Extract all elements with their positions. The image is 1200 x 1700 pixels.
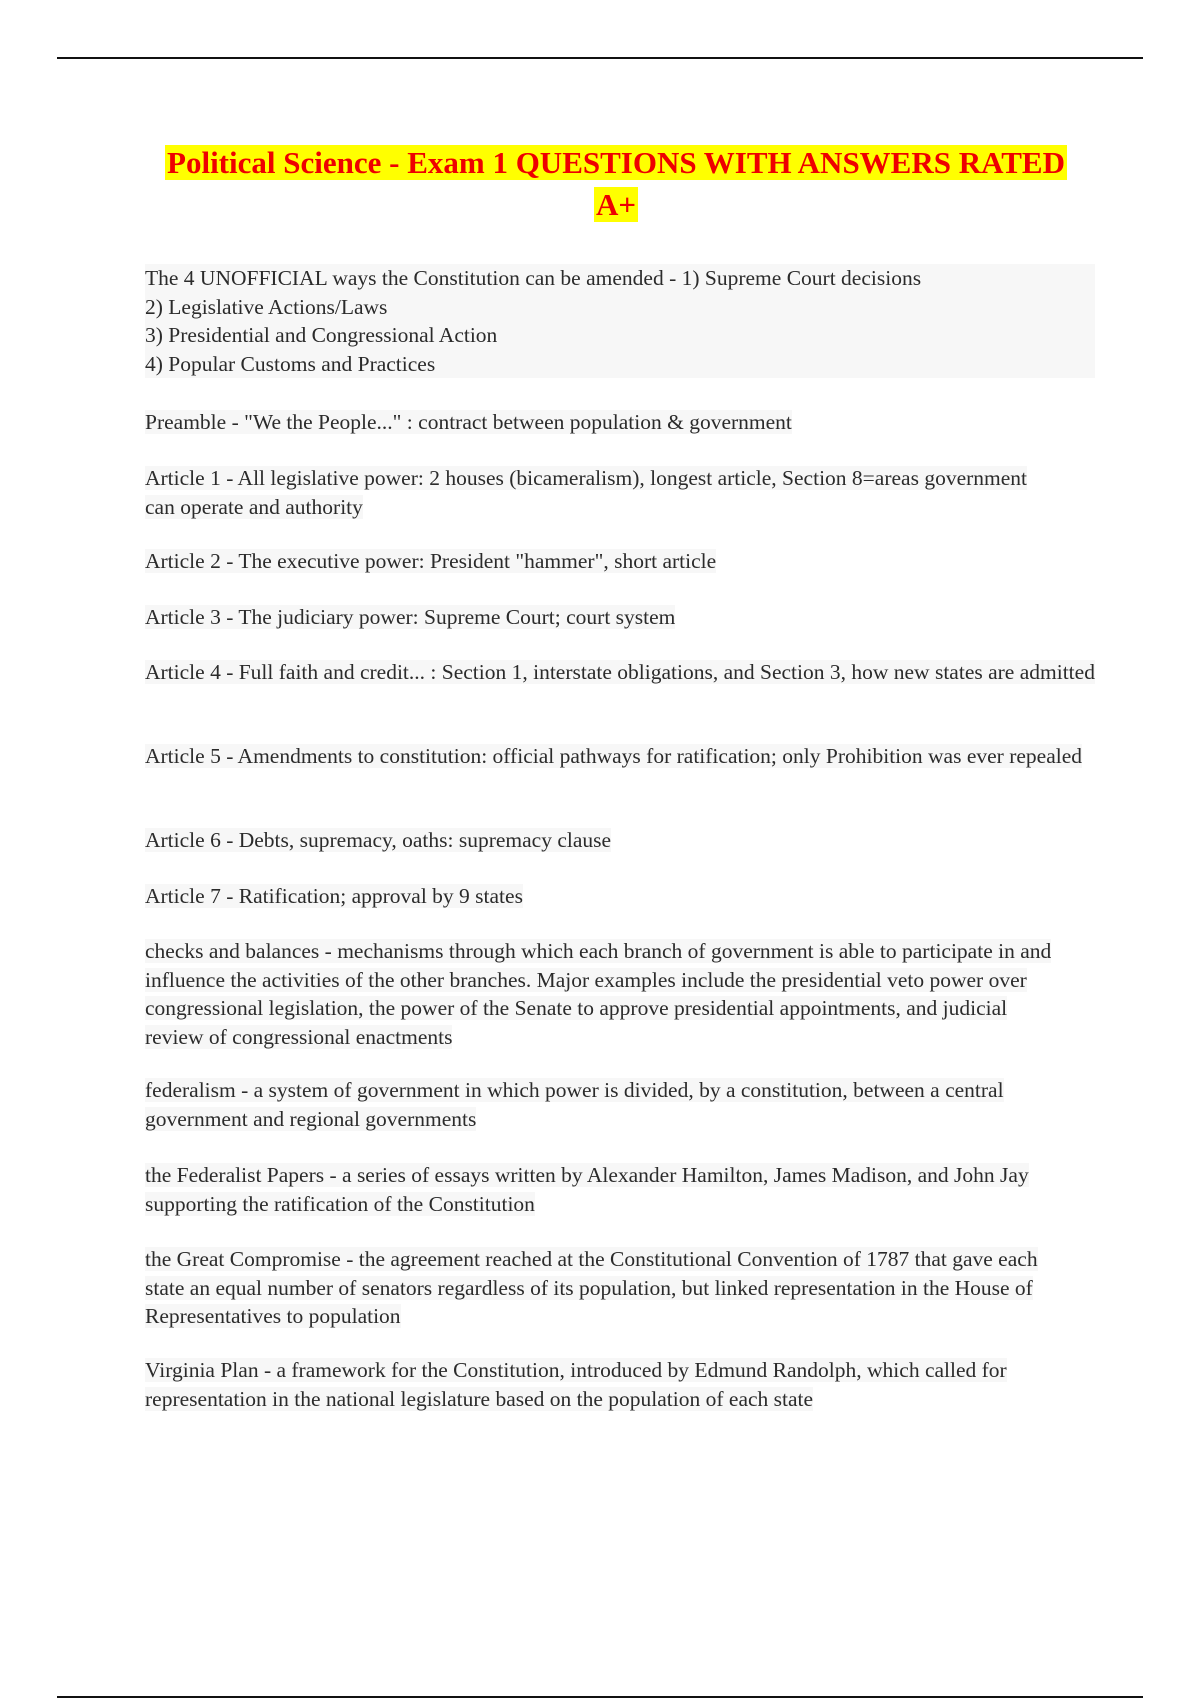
entry-line: 4) Popular Customs and Practices bbox=[145, 350, 1095, 379]
entry-article-1: Article 1 - All legislative power: 2 houses (bicameralism), longest article, Section 8=areas government can operate and authority bbox=[145, 466, 1028, 519]
entry-article-4: Article 4 - Full faith and credit... : Section 1, interstate obligations, and Section 3, how new states are admitted bbox=[145, 660, 1095, 684]
entry-line: The 4 UNOFFICIAL ways the Constitution can be amended - 1) Supreme Court decisions bbox=[145, 264, 1095, 293]
bottom-rule bbox=[57, 1696, 1143, 1698]
entry-unofficial-amendments bbox=[145, 264, 1095, 378]
document-title: Political Science - Exam 1 QUESTIONS WITH ANSWERS RATED A+ bbox=[167, 145, 1065, 222]
entry-line: 3) Presidential and Congressional Action bbox=[145, 321, 1095, 350]
entry-federalism: federalism - a system of government in which power is divided, by a constitution, between a central government and regional governments bbox=[145, 1078, 1004, 1131]
entry-virginia-plan: Virginia Plan - a framework for the Constitution, introduced by Edmund Randolph, which called for representation in the national legislature based on the population of each state bbox=[145, 1358, 1007, 1411]
entry-article-2: Article 2 - The executive power: President "hammer", short article bbox=[145, 549, 717, 573]
entry-checks-and-balances: checks and balances - mechanisms through which each branch of government is able to participate in and influence the activities of the other branches. Major examples include the presidential veto power over congressional legislation, the power of the Senate to approve presidential appointments, and judicial review of congressional enactments bbox=[145, 939, 1052, 1049]
entry-article-3: Article 3 - The judiciary power: Supreme Court; court system bbox=[145, 605, 676, 629]
top-rule bbox=[57, 57, 1143, 59]
entry-preamble: Preamble - "We the People..." : contract between population & government bbox=[145, 410, 792, 434]
entry-article-5: Article 5 - Amendments to constitution: official pathways for ratification; only Prohibition was ever repealed bbox=[145, 744, 1083, 768]
entry-line: 2) Legislative Actions/Laws bbox=[145, 293, 1095, 322]
entry-article-6: Article 6 - Debts, supremacy, oaths: supremacy clause bbox=[145, 828, 612, 852]
entry-article-7: Article 7 - Ratification; approval by 9 states bbox=[145, 884, 523, 908]
entry-federalist-papers: the Federalist Papers - a series of essays written by Alexander Hamilton, James Madison, and John Jay supporting the ratification of the Constitution bbox=[145, 1163, 1029, 1216]
entry-great-compromise: the Great Compromise - the agreement reached at the Constitutional Convention of 1787 that gave each state an equal number of senators regardless of its population, but linked representation in the House of Representatives to population bbox=[145, 1247, 1038, 1328]
